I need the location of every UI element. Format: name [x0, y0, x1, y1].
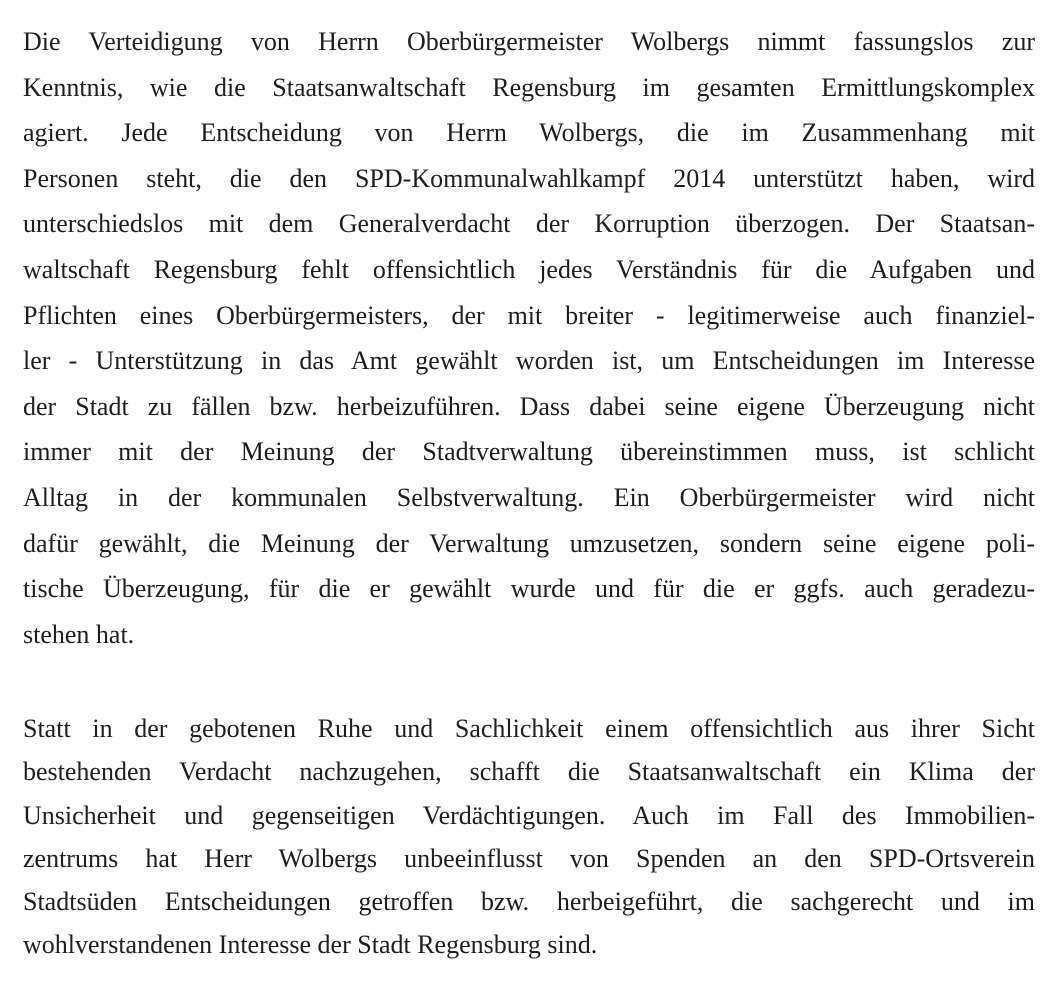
text-line: Stadtsüden Entscheidungen getroffen bzw. herbeigeführt, die sachgerecht und im: [23, 887, 1035, 917]
text-line: Pflichten eines Oberbürgermeisters, der mit breiter - legitimerweise auch finanziel-: [23, 300, 1035, 330]
text-line: unterschiedslos mit dem Generalverdacht der Korruption überzogen. Der Staatsan-: [23, 209, 1035, 239]
paragraph-2: [23, 714, 1035, 974]
paragraph-1: [23, 27, 1035, 665]
text-line: Alltag in der kommunalen Selbstverwaltung. Ein Oberbürgermeister wird nicht: [23, 482, 1035, 512]
text-line: bestehenden Verdacht nachzugehen, schafft die Staatsanwaltschaft ein Klima der: [23, 757, 1035, 787]
text-line: Statt in der gebotenen Ruhe und Sachlichkeit einem offensichtlich aus ihrer Sicht: [23, 714, 1035, 743]
text-line: immer mit der Meinung der Stadtverwaltung übereinstimmen muss, ist schlicht: [23, 437, 1035, 467]
text-line: Die Verteidigung von Herrn Oberbürgermeister Wolbergs nimmt fassungslos zur: [23, 27, 1035, 56]
text-line: ler - Unterstützung in das Amt gewählt worden ist, um Entscheidungen im Interesse: [23, 346, 1035, 376]
text-line: stehen hat.: [23, 619, 135, 649]
text-line: Personen steht, die den SPD-Kommunalwahlkampf 2014 unterstützt haben, wird: [23, 163, 1035, 193]
text-line: wohlverstandenen Interesse der Stadt Regensburg sind.: [23, 930, 598, 960]
text-line: waltschaft Regensburg fehlt offensichtlich jedes Verständnis für die Aufgaben und: [23, 254, 1035, 284]
text-line: Kenntnis, wie die Staatsanwaltschaft Regensburg im gesamten Ermittlungskomplex: [23, 72, 1035, 102]
text-line: agiert. Jede Entscheidung von Herrn Wolbergs, die im Zusammenhang mit: [23, 118, 1035, 148]
text-line: Unsicherheit und gegenseitigen Verdächtigungen. Auch im Fall des Immobilien-: [23, 800, 1035, 830]
text-line: zentrums hat Herr Wolbergs unbeeinflusst von Spenden an den SPD-Ortsverein: [23, 843, 1035, 873]
text-line: tische Überzeugung, für die er gewählt wurde und für die er ggfs. auch geradezu-: [23, 574, 1035, 604]
text-line: der Stadt zu fällen bzw. herbeizuführen. Dass dabei seine eigene Überzeugung nicht: [23, 391, 1035, 421]
text-line: dafür gewählt, die Meinung der Verwaltung umzusetzen, sondern seine eigene poli-: [23, 528, 1035, 558]
